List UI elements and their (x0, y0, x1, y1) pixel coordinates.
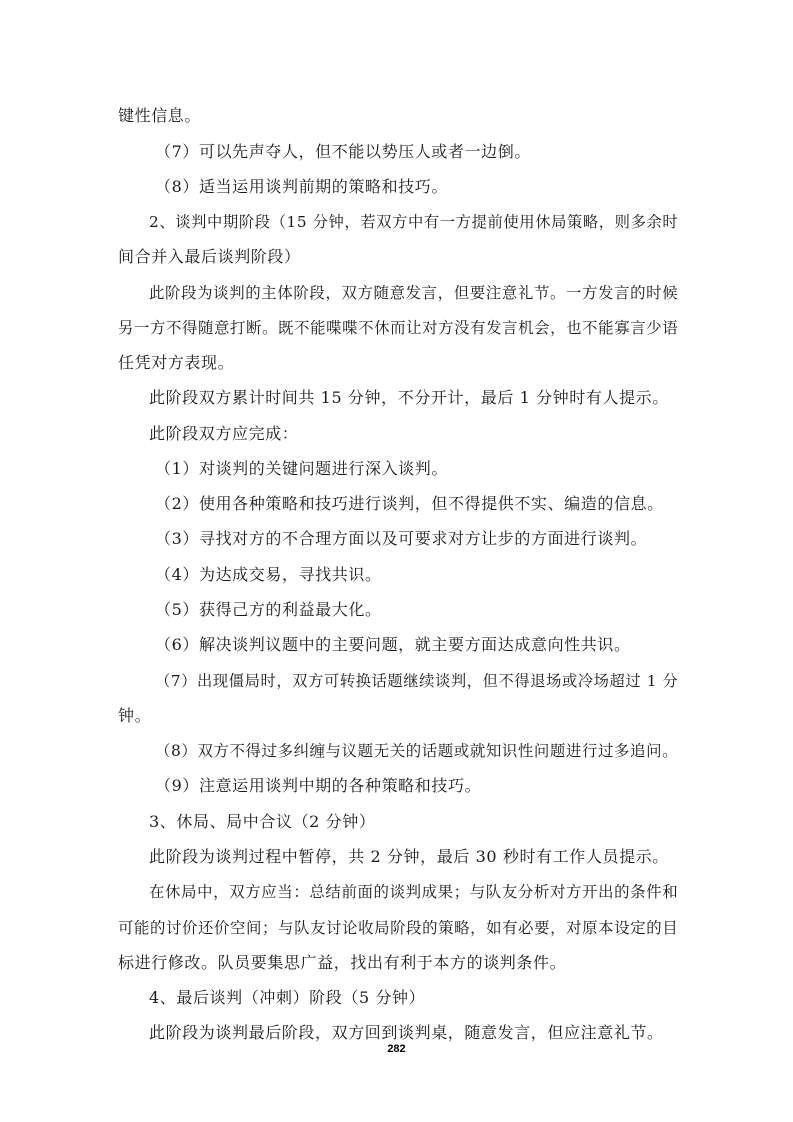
text-line-2: （7）可以先声夺人，但不能以势压人或者一边倒。 (155, 142, 531, 161)
text-line-11: （1）对谈判的关键问题进行深入谈判。 (155, 459, 448, 478)
page-number: 282 (387, 1043, 406, 1055)
text-line-22: 此阶段为谈判过程中暂停，共 2 分钟，最后 30 秒时有工作人员提示。 (149, 847, 669, 866)
text-line-21: 3、休局、局中合议（2 分钟） (149, 812, 376, 831)
text-line-26: 4、最后谈判（冲刺）阶段（5 分钟） (149, 988, 426, 1007)
text-line-9: 此阶段双方累计时间共 15 分钟，不分开计，最后 1 分钟时有人提示。 (149, 388, 669, 407)
text-line-4: 2、谈判中期阶段（15 分钟，若双方中有一方提前使用休局策略，则多余时 (149, 213, 679, 231)
text-line-13: （3）寻找对方的不合理方面以及可要求对方让步的方面进行谈判。 (155, 529, 648, 548)
text-line-8: 任凭对方表现。 (118, 353, 235, 372)
text-line-25: 标进行修改。队员要集思广益，找出有利于本方的谈判条件。 (118, 953, 567, 972)
text-line-5: 间合并入最后谈判阶段） (118, 247, 301, 266)
text-line-7: 另一方不得随意打断。既不能喋喋不休而让对方没有发言机会，也不能寡言少语 (118, 319, 679, 337)
text-line-6: 此阶段为谈判的主体阶段，双方随意发言，但要注意礼节。一方发言的时候 (149, 284, 679, 302)
text-line-24: 可能的讨价还价空间；与队友讨论收局阶段的策略，如有必要，对原本设定的目 (118, 919, 679, 937)
text-line-27: 此阶段为谈判最后阶段，双方回到谈判桌，随意发言，但应注意礼节。 (149, 1023, 664, 1042)
text-line-16: （6）解决谈判议题中的主要问题，就主要方面达成意向性共识。 (155, 635, 631, 654)
text-line-10: 此阶段双方应完成： (149, 424, 299, 443)
text-line-20: （9）注意运用谈判中期的各种策略和技巧。 (155, 776, 482, 795)
text-line-12: （2）使用各种策略和技巧进行谈判，但不得提供不实、编造的信息。 (155, 494, 664, 513)
text-line-14: （4）为达成交易，寻找共识。 (155, 565, 382, 584)
text-line-23: 在休局中，双方应当：总结前面的谈判成果；与队友分析对方开出的条件和 (149, 883, 679, 901)
text-line-3: （8）适当运用谈判前期的策略和技巧。 (155, 177, 448, 196)
text-line-17: （7）出现僵局时，双方可转换话题继续谈判，但不得退场或冷场超过 1 分 (155, 672, 679, 690)
text-line-18: 钟。 (118, 706, 152, 725)
text-line-15: （5）获得己方的利益最大化。 (155, 600, 382, 619)
text-line-1: 键性信息。 (118, 106, 202, 125)
text-line-19: （8）双方不得过多纠缠与议题无关的话题或就知识性问题进行过多追问。 (155, 742, 679, 760)
